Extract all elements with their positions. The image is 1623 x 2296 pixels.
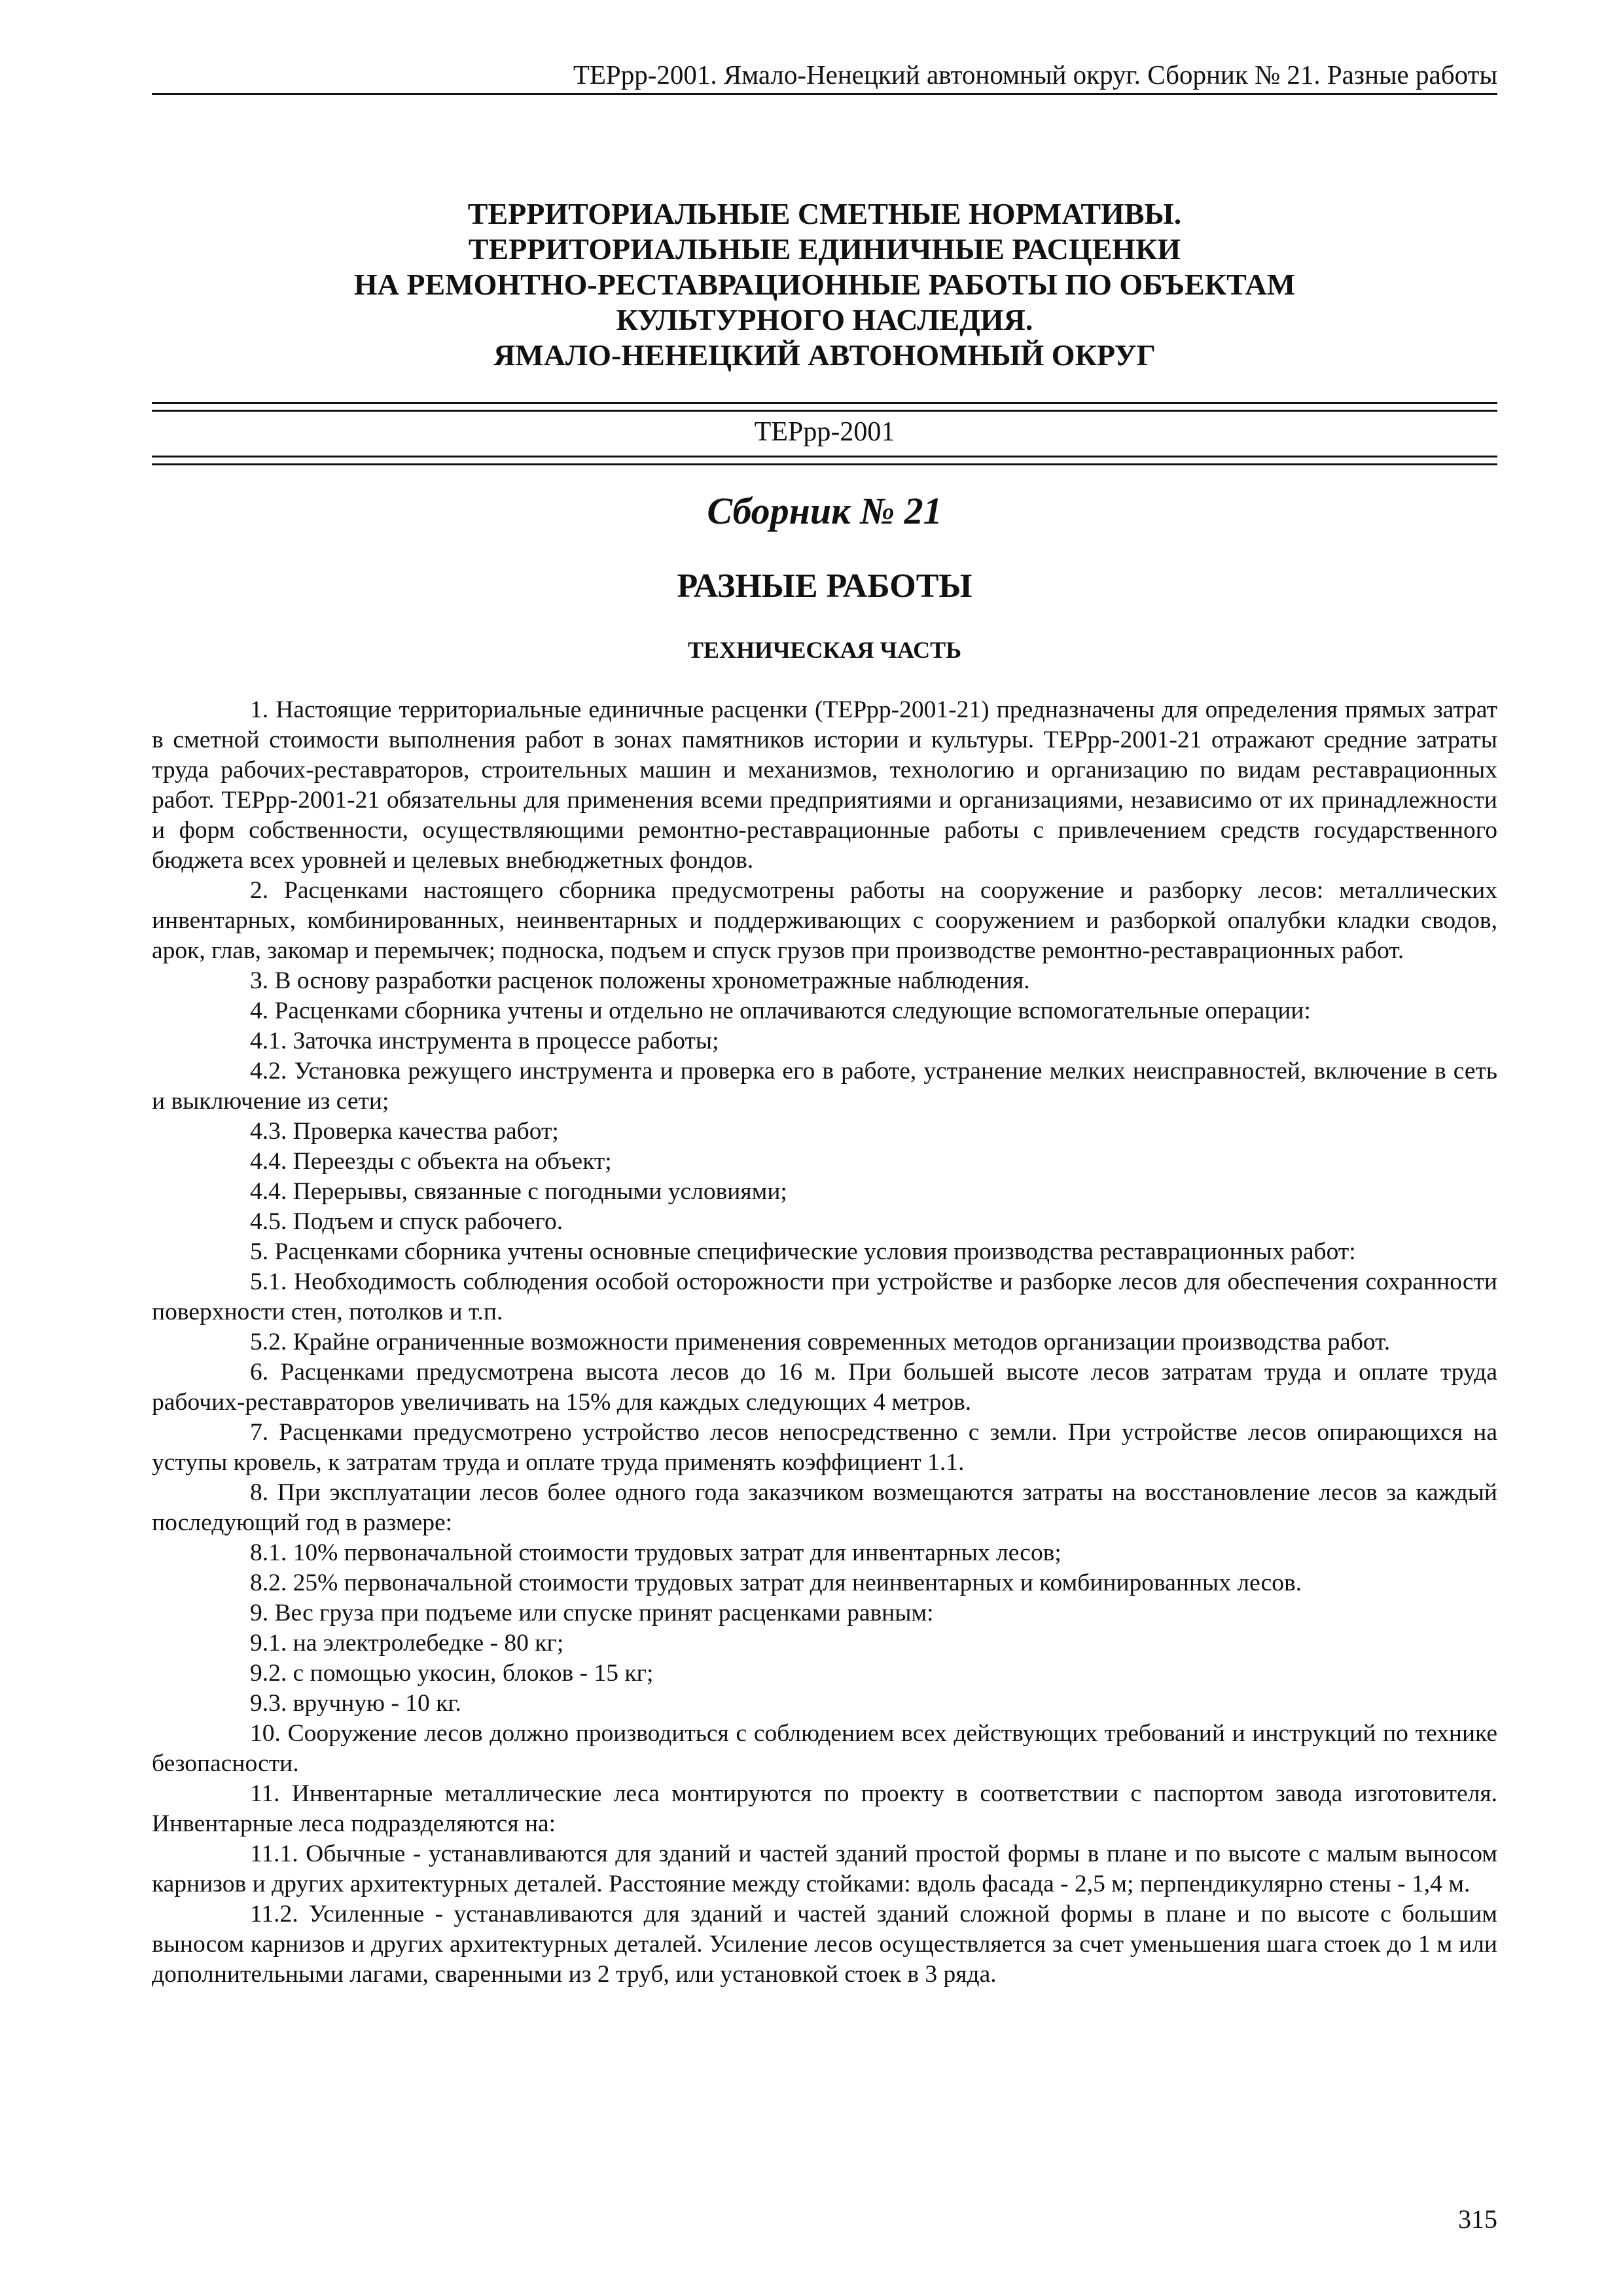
paragraph: 5. Расценками сборника учтены основные специфические условия производства реставрационных работ: xyxy=(250,1238,1356,1265)
title-line: ТЕРРИТОРИАЛЬНЫЕ СМЕТНЫЕ НОРМАТИВЫ. xyxy=(467,197,1182,230)
title-line: КУЛЬТУРНОГО НАСЛЕДИЯ. xyxy=(616,303,1033,336)
paragraph: 10. Сооружение лесов должно производиться с соблюдением всех действующих требований и инструкций по технике безопасности. xyxy=(152,1720,1497,1777)
document-code: ТЕРрр-2001 xyxy=(754,417,895,447)
paragraph: 9.3. вручную - 10 кг. xyxy=(250,1690,461,1717)
paragraph: 11.2. Усиленные - устанавливаются для зданий и частей зданий сложной формы в плане и по высоте с большим выносом карнизов и других архитектурных деталей. Усиление лесов осуществляется за счет уменьшения шага стоек до 1 м или дополнительными лагами, сваренными из 2 труб, или установкой стоек в 3 ряда. xyxy=(152,1901,1497,1988)
section-title: РАЗНЫЕ РАБОТЫ xyxy=(677,567,972,605)
paragraph: 6. Расценками предусмотрена высота лесов до 16 м. При большей высоте лесов затратам труда и оплате труда рабочих-реставраторов увеличивать на 15% для каждых следующих 4 метров. xyxy=(152,1359,1497,1416)
paragraph: 4. Расценками сборника учтены и отдельно не оплачиваются следующие вспомогательные операции: xyxy=(250,997,1311,1024)
body-text xyxy=(152,695,1497,1990)
paragraph: 4.2. Установка режущего инструмента и проверка его в работе, устранение мелких неисправностей, включение в сеть и выключение из сети; xyxy=(152,1058,1497,1115)
title-line: ТЕРРИТОРИАЛЬНЫЕ ЕДИНИЧНЫЕ РАСЦЕНКИ xyxy=(468,232,1181,266)
paragraph: 4.1. Заточка инструмента в процессе работы; xyxy=(250,1028,719,1054)
paragraph: 8. При эксплуатации лесов более одного года заказчиком возмещаются затраты на восстановление лесов за каждый последующий год в размере: xyxy=(152,1479,1497,1536)
header-divider xyxy=(152,93,1497,95)
paragraph: 8.1. 10% первоначальной стоимости трудовых затрат для инвентарных лесов; xyxy=(250,1539,1061,1566)
title-divider-bottom xyxy=(152,456,1497,465)
paragraph: 3. В основу разработки расценок положены хронометражные наблюдения. xyxy=(250,967,1030,994)
paragraph: 11. Инвентарные металлические леса монтируются по проекту в соответствии с паспортом завода изготовителя. Инвентарные леса подразделяются на: xyxy=(152,1780,1497,1837)
paragraph: 4.5. Подъем и спуск рабочего. xyxy=(250,1208,563,1235)
paragraph: 5.1. Необходимость соблюдения особой осторожности при устройстве и разборке лесов для обеспечения сохранности поверхности стен, потолков и т.п. xyxy=(152,1268,1497,1325)
paragraph: 11.1. Обычные - устанавливаются для зданий и частей зданий простой формы в плане и по высоте с малым выносом карнизов и других архитектурных деталей. Расстояние между стойками: вдоль фасада - 2,5 м; перпендикулярно стены - 1,4 м. xyxy=(152,1840,1497,1897)
page-number: 315 xyxy=(1458,2204,1497,2234)
paragraph: 7. Расценками предусмотрено устройство лесов непосредственно с земли. При устройстве лесов опирающихся на уступы кровель, к затратам труда и оплате труда применять коэффициент 1.1. xyxy=(152,1419,1497,1476)
paragraph: 4.3. Проверка качества работ; xyxy=(250,1118,559,1145)
paragraph: 9. Вес груза при подъеме или спуске принят расценками равным: xyxy=(250,1600,934,1626)
title-line: НА РЕМОНТНО-РЕСТАВРАЦИОННЫЕ РАБОТЫ ПО ОБЪЕКТАМ xyxy=(353,268,1296,301)
paragraph: 2. Расценками настоящего сборника предусмотрены работы на сооружение и разборку лесов: металлических инвентарных, комбинированных, неинвентарных и поддерживающих с сооружением и разборкой опалубки кладки сводов, арок, глав, закомар и перемычек; подноска, подъем и спуск грузов при производстве ремонтно-реставрационных работ. xyxy=(152,877,1497,964)
paragraph: 8.2. 25% первоначальной стоимости трудовых затрат для неинвентарных и комбинированных лесов. xyxy=(250,1570,1302,1596)
title-divider-top xyxy=(152,402,1497,412)
subsection-title: ТЕХНИЧЕСКАЯ ЧАСТЬ xyxy=(688,637,961,663)
running-header: ТЕРрр-2001. Ямало-Ненецкий автономный округ. Сборник № 21. Разные работы xyxy=(573,60,1497,90)
paragraph: 9.2. с помощью укосин, блоков - 15 кг; xyxy=(250,1660,654,1687)
paragraph: 4.4. Перерывы, связанные с погодными условиями; xyxy=(250,1178,787,1205)
document-title xyxy=(152,196,1497,373)
paragraph: 9.1. на электролебедке - 80 кг; xyxy=(250,1630,564,1657)
title-line: ЯМАЛО-НЕНЕЦКИЙ АВТОНОМНЫЙ ОКРУГ xyxy=(493,338,1156,372)
paragraph: 5.2. Крайне ограниченные возможности применения современных методов организации производства работ. xyxy=(250,1329,1391,1355)
paragraph: 1. Настоящие территориальные единичные расценки (ТЕРрр-2001-21) предназначены для определения прямых затрат в сметной стоимости выполнения работ в зонах памятников истории и культуры. ТЕРрр-2001-21 отражают средние затраты труда рабочих-реставраторов, строительных машин и механизмов, технологию и организацию по видам реставрационных работ. ТЕРрр-2001-21 обязательны для применения всеми предприятиями и организациями, независимо от их принадлежности и форм собственности, осуществляющими ремонтно-реставрационные работы с привлечением средств государственного бюджета всех уровней и целевых внебюджетных фондов. xyxy=(152,696,1497,874)
collection-title: Сборник № 21 xyxy=(707,490,942,532)
paragraph: 4.4. Переезды с объекта на объект; xyxy=(250,1148,612,1175)
